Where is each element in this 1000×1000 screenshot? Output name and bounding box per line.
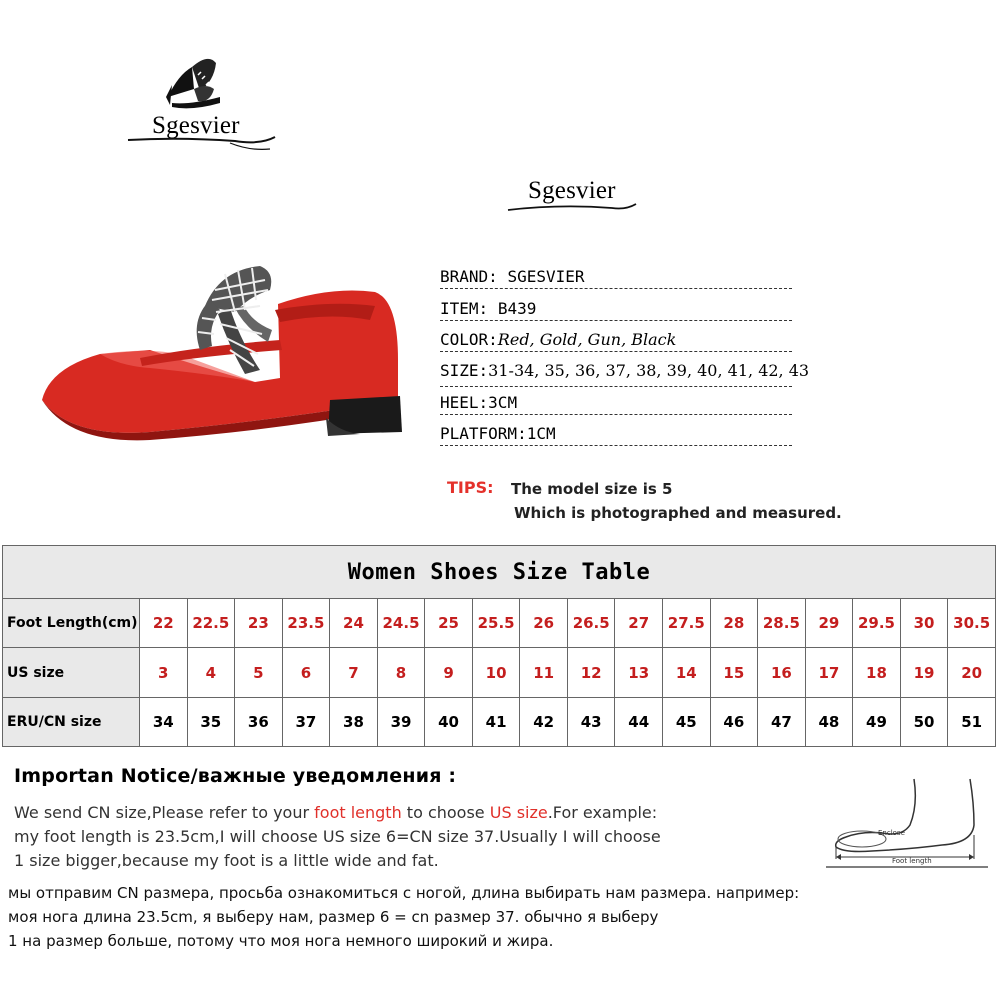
notice-ru-line-3: 1 на размер больше, потому что моя нога немного широкий и жира. [8,932,554,950]
notice-en-line-2: my foot length is 23.5cm,I will choose US size 6=CN size 37.Usually I will choose [14,827,661,846]
notice-en-line-3: 1 size bigger,because my foot is a little wide and fat. [14,851,439,870]
size-table-cell: 50 [900,697,948,746]
size-table-cell: 13 [615,648,663,697]
size-table-cell: 28.5 [758,599,806,648]
size-table-cell: 24 [330,599,378,648]
row-label-eru-cn-size: ERU/CN size [3,697,140,746]
size-table-cell: 3 [140,648,188,697]
size-table-cell: 40 [425,697,473,746]
size-table-cell: 38 [330,697,378,746]
spec-color-value: Red, Gold, Gun, Black [497,330,677,349]
spec-size-divider [440,384,792,387]
brand-logo-butterfly [120,45,285,155]
tips-line-1: The model size is 5 [511,480,673,498]
size-table-cell: 15 [710,648,758,697]
size-table-cell: 35 [187,697,235,746]
size-table-cell: 27 [615,599,663,648]
size-table-cell: 4 [187,648,235,697]
spec-size [440,360,840,382]
size-table-cell: 5 [235,648,283,697]
table-row-eru-cn-size [3,697,996,746]
size-table-cell: 17 [805,648,853,697]
size-table-cell: 24.5 [377,599,425,648]
notice-foot-length-highlight: foot length [314,803,402,822]
size-table-cell: 25 [425,599,473,648]
table-row-us-size [3,648,996,697]
size-table-cell: 8 [377,648,425,697]
size-table-cell: 20 [948,648,996,697]
spec-platform [440,423,792,446]
tips-label: TIPS: [447,478,494,497]
size-table-cell: 23.5 [282,599,330,648]
size-table-cell: 16 [758,648,806,697]
spec-brand-value: SGESVIER [507,267,585,286]
notice-en-1c: to choose [401,803,490,822]
size-table-cell: 22.5 [187,599,235,648]
size-table-cell: 47 [758,697,806,746]
size-table-cell: 30 [900,599,948,648]
size-table-cell: 12 [567,648,615,697]
size-table-cell: 49 [853,697,901,746]
size-table-cell: 26.5 [567,599,615,648]
spec-item-value: B439 [497,299,537,318]
spec-brand [440,266,792,289]
size-table-cell: 44 [615,697,663,746]
spec-item-label: ITEM: [440,299,489,318]
butterfly-heel-icon [166,59,220,109]
brand-logo-secondary [500,168,640,228]
row-label-foot-length: Foot Length(cm) [3,599,140,648]
size-table [2,545,996,747]
notice-title: Importan Notice/важные уведомления : [14,765,457,787]
notice-ru-line-2: моя нога длина 23.5cm, я выберу нам, размер 6 = cn размер 37. обычно я выберу [8,908,659,926]
size-table-cell: 29 [805,599,853,648]
notice-ru-line-1: мы отправим CN размера, просьба ознакомиться с ногой, длина выбирать нам размера. например: [8,884,800,902]
spec-size-value: 31-34, 35, 36, 37, 38, 39, 40, 41, 42, 43 [488,361,810,380]
spec-heel-label: HEEL: [440,393,489,412]
notice-en-1a: We send CN size,Please refer to your [14,803,315,822]
size-table-cell: 46 [710,697,758,746]
row-label-us-size: US size [3,648,140,697]
size-table-cell: 7 [330,648,378,697]
size-table-cell: 30.5 [948,599,996,648]
size-table-cell: 41 [472,697,520,746]
spec-item [440,298,792,321]
size-table-cell: 39 [377,697,425,746]
size-table-cell: 37 [282,697,330,746]
notice-us-size-highlight: US size [489,803,548,822]
spec-color-label: COLOR: [440,330,498,349]
size-table-cell: 45 [663,697,711,746]
size-table-cell: 43 [567,697,615,746]
size-table-cell: 27.5 [663,599,711,648]
spec-platform-label: PLATFORM: [440,424,527,443]
spec-heel [440,392,792,415]
foot-enclose-label: Enclose [878,829,905,837]
size-table-cell: 51 [948,697,996,746]
spec-size-label: SIZE: [440,361,489,380]
size-table-cell: 42 [520,697,568,746]
foot-length-label: Foot length [892,857,932,865]
size-table-cell: 25.5 [472,599,520,648]
size-table-cell: 11 [520,648,568,697]
size-table-title: Women Shoes Size Table [3,546,996,599]
foot-measure-icon [822,775,992,875]
size-table-cell: 34 [140,697,188,746]
size-table-cell: 19 [900,648,948,697]
shoe-product-image [30,250,430,450]
notice-en-line-1 [14,803,657,822]
spec-heel-value: 3CM [488,393,518,412]
notice-en-1e: .For example: [547,803,658,822]
spec-color [440,329,792,352]
size-table-cell: 14 [663,648,711,697]
brand-logo-secondary-text: Sgesvier [528,177,616,204]
gingham-bow-icon [197,266,272,374]
size-table-cell: 26 [520,599,568,648]
size-table-cell: 10 [472,648,520,697]
size-table-cell: 9 [425,648,473,697]
spec-brand-label: BRAND: [440,267,498,286]
size-table-cell: 29.5 [853,599,901,648]
size-table-cell: 18 [853,648,901,697]
brand-logo-text: Sgesvier [152,112,240,139]
size-table-cell: 28 [710,599,758,648]
size-table-cell: 22 [140,599,188,648]
size-table-cell: 23 [235,599,283,648]
size-table-cell: 36 [235,697,283,746]
table-row-foot-length [3,599,996,648]
spec-platform-value: 1CM [526,424,556,443]
size-table-cell: 6 [282,648,330,697]
tips-line-2: Which is photographed and measured. [514,504,842,522]
size-table-cell: 48 [805,697,853,746]
